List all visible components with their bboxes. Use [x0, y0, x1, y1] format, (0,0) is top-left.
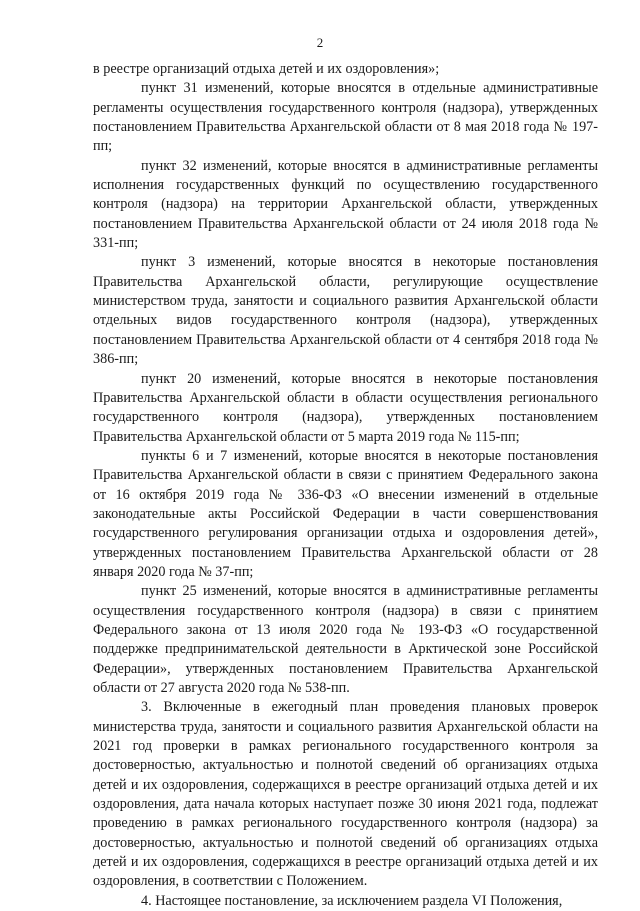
paragraph-continuation: в реестре организаций отдыха детей и их оздоровления»; [93, 61, 440, 77]
paragraph-item-25: пункт 25 изменений, которые вносятся в административные регламенты осуществления государственного контроля (надзора) в связи с принятием Федерального закона от 13 июля 2020 года № 193-ФЗ «О государственной поддержке предпринимательской деятельности в Арктической зоне Российской Федерации», утвержденных постановлением Правительства Архангельской области от 27 августа 2020 года № 538-пп. [93, 583, 598, 696]
paragraph-section-4: 4. Настоящее постановление, за исключением раздела VI Положения, [141, 892, 563, 909]
paragraph-item-31: пункт 31 изменений, которые вносятся в отдельные административные регламенты осуществления государственного контроля (надзора), утвержденных постановлением Правительства Архангельской области от 8 мая 2018 года № 197-пп; [93, 80, 598, 155]
paragraph-item-20: пункт 20 изменений, которые вносятся в некоторые постановления Правительства Архангельской области в области осуществления регионального государственного контроля (надзора), утвержденных постановлением Правительства Архангельской области от 5 марта 2019 года № 115-пп; [93, 370, 598, 445]
paragraph-section-3: 3. Включенные в ежегодный план проведения плановых проверок министерства труда, занятости и социального развития Архангельской области на 2021 год проверки в рамках регионального государственного контроля за достоверностью, актуальностью и полнотой сведений об организациях отдыха детей и их оздоровления, содержащихся в реестре организаций отдыха детей и их оздоровления, дата начала которых наступает позже 30 июня 2021 года, подлежат проведению в рамках регионального государственного контроля (надзора) за достоверностью, актуальностью и полнотой сведений об организациях отдыха детей и их оздоровления, содержащихся в реестре организаций отдыха детей и их оздоровления, в соответствии с Положением. [93, 699, 598, 890]
paragraph-items-6-7: пункты 6 и 7 изменений, которые вносятся в некоторые постановления Правительства Архангельской области в связи с принятием Федерального закона от 16 октября 2019 года № 336-ФЗ «О внесении изменений в отдельные законодательные акты Российской Федерации в части совершенствования государственного регулирования организации отдыха и оздоровления детей», утвержденных постановлением Правительства Архангельской области от 28 января 2020 года № 37-пп; [93, 447, 598, 580]
paragraph-item-3: пункт 3 изменений, которые вносятся в некоторые постановления Правительства Архангельской области, регулирующие осуществление министерством труда, занятости и социального развития Архангельской области отдельных видов государственного контроля (надзора), утвержденных постановлением Правительства Архангельской области от 4 сентября 2018 года № 386-пп; [93, 254, 598, 368]
document-body [93, 60, 598, 911]
page-number: 2 [316, 35, 324, 50]
paragraph-item-32: пункт 32 изменений, которые вносятся в административные регламенты исполнения государственных функций по осуществлению государственного контроля (надзора) на территории Архангельской области, утвержденных постановлением Правительства Архангельской области от 24 июля 2018 года № 331-пп; [93, 157, 598, 252]
